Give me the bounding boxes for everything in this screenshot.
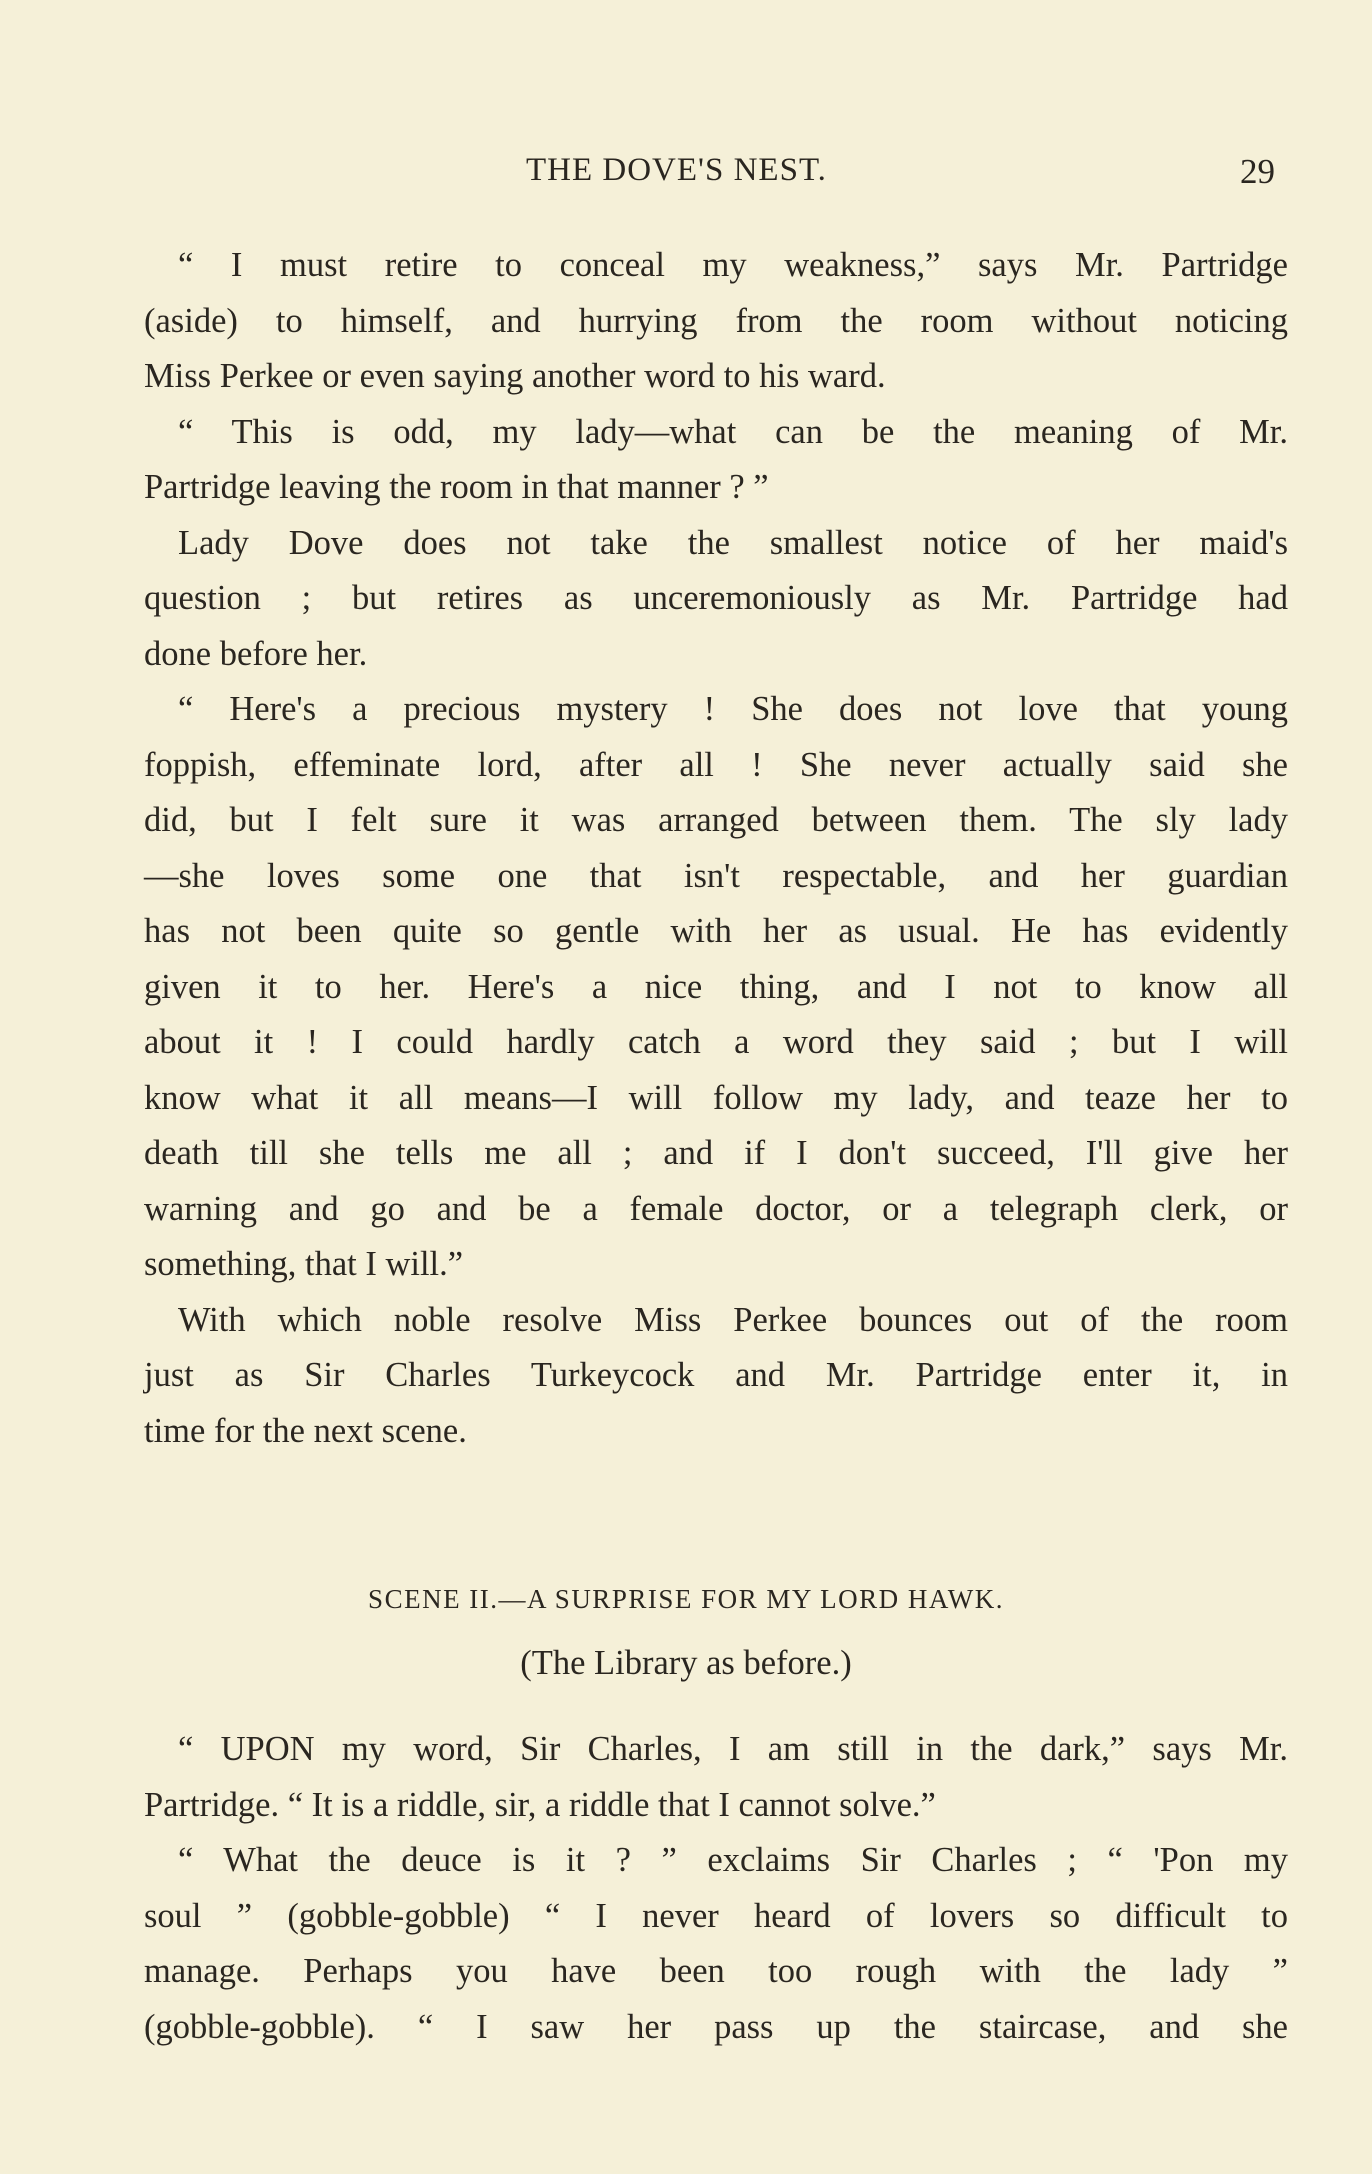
text-line: has not been quite so gentle with her as usual. He has evidently bbox=[144, 912, 1288, 950]
text-line: foppish, effeminate lord, after all ! She never actually said she bbox=[144, 745, 1288, 784]
running-head bbox=[0, 152, 1372, 192]
scene-heading: SCENE II.—A SURPRISE FOR MY LORD HAWK. bbox=[368, 1584, 1004, 1614]
text-line: “ I must retire to conceal my weakness,” says Mr. Partridge bbox=[178, 246, 1288, 284]
text-line: warning and go and be a female doctor, or a telegraph clerk, or bbox=[144, 1189, 1288, 1228]
text-line: soul ” (gobble-gobble) “ I never heard of lovers so difficult to bbox=[144, 1896, 1288, 1935]
text-block-1 bbox=[144, 238, 1288, 1459]
text-line: “ What the deuce is it ? ” exclaims Sir Charles ; “ 'Pon my bbox=[178, 1841, 1288, 1879]
scene-subheading: (The Library as before.) bbox=[520, 1644, 852, 1682]
text-line: “ Here's a precious mystery ! She does not love that young bbox=[178, 690, 1288, 728]
text-line: manage. Perhaps you have been too rough with the lady ” bbox=[144, 1952, 1288, 1990]
text-line: done before her. bbox=[144, 634, 368, 673]
text-block-2 bbox=[144, 1722, 1288, 2055]
text-line: “ UPON my word, Sir Charles, I am still in the dark,” says Mr. bbox=[178, 1730, 1288, 1768]
text-line: given it to her. Here's a nice thing, and I not to know all bbox=[144, 967, 1288, 1006]
text-line: question ; but retires as unceremoniously as Mr. Partridge had bbox=[144, 579, 1288, 617]
text-line: Miss Perkee or even saying another word to his ward. bbox=[144, 357, 886, 395]
running-title: THE DOVE'S NEST. bbox=[526, 152, 827, 188]
text-line: Lady Dove does not take the smallest notice of her maid's bbox=[178, 523, 1288, 562]
text-line: just as Sir Charles Turkeycock and Mr. Partridge enter it, in bbox=[144, 1356, 1288, 1394]
text-line: did, but I felt sure it was arranged between them. The sly lady bbox=[144, 801, 1288, 839]
text-line: time for the next scene. bbox=[144, 1411, 467, 1450]
text-line: know what it all means—I will follow my lady, and teaze her to bbox=[144, 1078, 1288, 1117]
text-line: about it ! I could hardly catch a word they said ; but I will bbox=[144, 1023, 1288, 1061]
text-line: —she loves some one that isn't respectable, and her guardian bbox=[144, 856, 1288, 895]
text-line: (aside) to himself, and hurrying from the room without noticing bbox=[144, 301, 1288, 340]
page-number: 29 bbox=[1240, 152, 1275, 191]
text-line: (gobble-gobble). “ I saw her pass up the staircase, and she bbox=[144, 2007, 1288, 2046]
text-line: “ This is odd, my lady—what can be the meaning of Mr. bbox=[178, 412, 1288, 451]
text-line: With which noble resolve Miss Perkee bounces out of the room bbox=[178, 1300, 1288, 1339]
text-line: something, that I will.” bbox=[144, 1245, 464, 1283]
text-line: Partridge leaving the room in that manner ? ” bbox=[144, 468, 769, 506]
text-line: death till she tells me all ; and if I don't succeed, I'll give her bbox=[144, 1134, 1288, 1172]
text-line: Partridge. “ It is a riddle, sir, a riddle that I cannot solve.” bbox=[144, 1785, 936, 1824]
